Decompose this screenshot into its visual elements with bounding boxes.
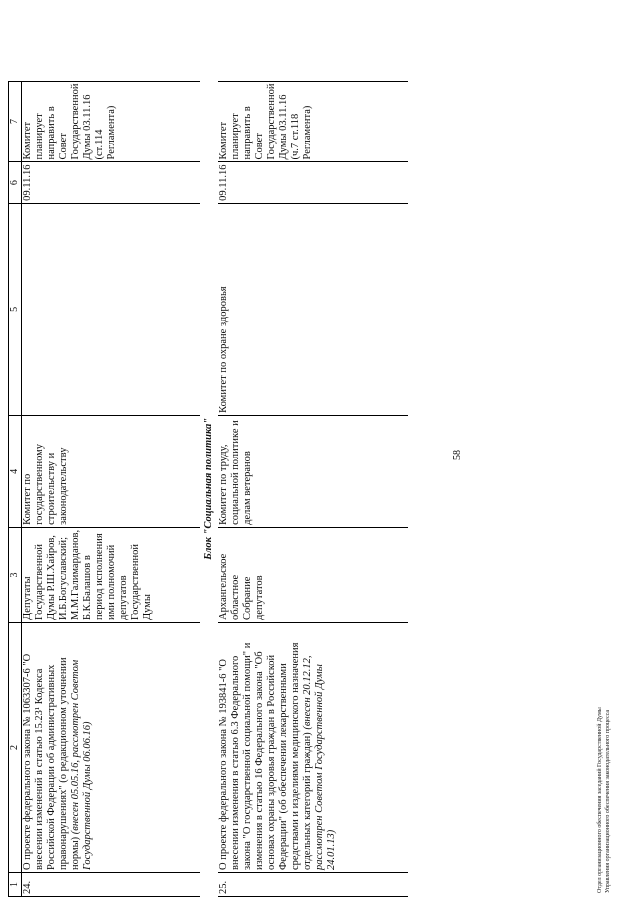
row-description: О проекте федерального закона № 193841-6 "О внесении изменения в статью 6.3 Федерального закона "О государственной социальной помощи" и изменения в статью 16 Федерального закона "Об основах охраны здоровья граждан в Российской Федерации" (об обеспечении лекарственными средствами и изделиями медицинского назначения отдельных категорий граждан) [218,642,313,870]
block-title: Блок "Социальная политика" [203,417,214,560]
agenda-table [8,81,408,897]
page-number: 58 [452,450,463,460]
row-status: Комитет планирует направить в Совет Государственной Думы 03.11.16 (ст.114 Регламента) [22,81,201,162]
row-initiator: Архангельское областное Собрание депутатов [218,527,408,622]
row-status: Комитет планирует направить в Совет Государственной Думы 03.11.16 (ч.7 ст.118 Регламента) [218,81,408,162]
row-committee: Комитет по государственному строительству и законодательству [22,415,201,527]
table-row [218,81,408,896]
column-header: 7 [9,81,22,162]
column-header: 6 [9,162,22,203]
column-header: 3 [9,527,22,622]
footer-line: Управления организационного обеспечения законодательного процесса [605,709,611,893]
row-committee: Комитет по труду, социальной политике и делам ветеранов [218,415,408,527]
column-header: 2 [9,623,22,873]
row-number: 25. [218,873,408,897]
footer-line: Отдел организационного обеспечения заседаний Государственной Думы [597,707,603,893]
row-co-committee: Комитет по охране здоровья [218,203,408,415]
row-date: 09.11.16 [22,162,201,203]
column-header: 5 [9,203,22,415]
column-header: 4 [9,415,22,527]
table-row [22,81,201,896]
row-note: (внесен 20.12.12, рассмотрен Советом Государственной Думы 24.01.13) [302,655,337,870]
row-note: (внесен 05.05.16, рассмотрен Советом Государственной Думы 06.06.16) [70,659,93,870]
row-date: 09.11.16 [218,162,408,203]
row-description-cell [218,623,408,873]
footer [596,707,612,893]
row-initiator: Депутаты Государственной Думы Р.Ш.Хайров, И.Б.Богуславский; М.М.Галимарданов, Б.К.Балашов в период исполнения ими полномочий депутатов Государственной Думы [22,527,201,622]
row-co-committee [22,203,201,415]
column-header-row [9,81,22,896]
row-description: О проекте федерального закона № 1063307-6 "О внесении изменений в статью 15.23¹ Кодекса Российской Федерации об административных правонарушениях" (о редакционном уточнении нормы) [22,653,81,870]
row-description-cell [22,623,201,873]
block-title-row [200,81,218,896]
row-number: 24. [22,873,201,897]
column-header: 1 [9,873,22,897]
